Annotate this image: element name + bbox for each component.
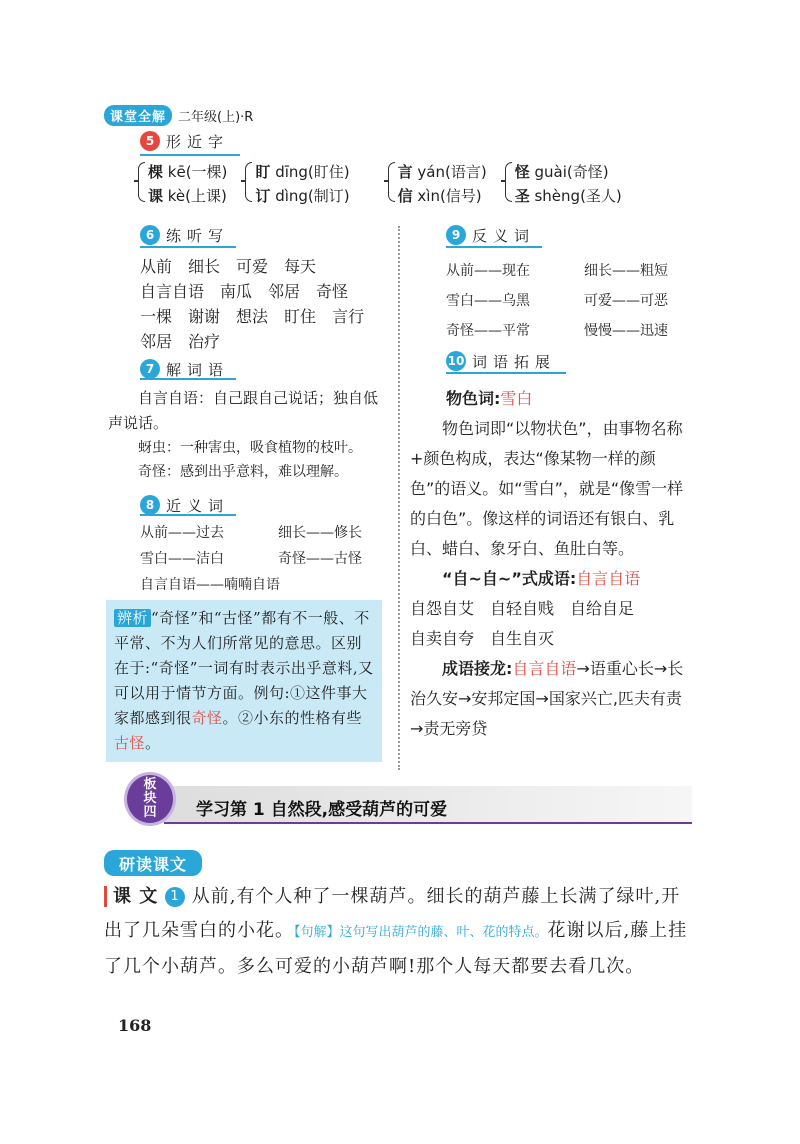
block-title: 学习第 1 自然段,感受葫芦的可爱 xyxy=(196,800,448,820)
antonyms-list: 从前——现在 细长——粗短 雪白——乌黑 可爱——可恶 奇怪——平常 慢慢——迅速 xyxy=(446,263,668,339)
dictation-words: 从前 细长 可爱 每天 自言自语 南瓜 邻居 奇怪 一棵 谢谢 想法 盯住 言行 邻居 治疗 xyxy=(140,257,365,351)
section-9-title xyxy=(446,222,535,248)
section-underline xyxy=(140,154,240,156)
definition-item: 蚜虫：一种害虫，吸食植物的枝叶。 xyxy=(138,440,362,456)
section-label: 形近字 xyxy=(166,132,230,151)
note-tag: 辨析 xyxy=(114,609,151,627)
section-label: 词语拓展 xyxy=(472,352,557,371)
analysis-note: 辨析 “奇怪”和“古怪”都有不一般、不平常、不为人们所常见的意思。区别在于:“奇怪”一词有时表示出乎意料,又可以用于情节方面。例句:①这件事大家都感到很奇怪。②小东的性格有些古怪。 xyxy=(106,600,382,762)
text-label: 课 文 xyxy=(104,886,158,907)
section-underline xyxy=(446,372,566,374)
char-pair: 怪 guài(奇怪) 圣 shèng(圣人) xyxy=(505,160,622,208)
section-6-title xyxy=(140,222,229,248)
section-number: 5 xyxy=(140,131,160,151)
section-label: 近义词 xyxy=(166,496,230,515)
section-number: 8 xyxy=(140,495,160,515)
synonyms-list: 从前——过去 细长——修长 雪白——洁白 奇怪——古怪 自言自语——喃喃自语 xyxy=(140,525,362,593)
similar-chars-list xyxy=(138,160,640,208)
definition-item: 奇怪：感到出乎意料，难以理解。 xyxy=(138,464,348,480)
page-header xyxy=(104,104,253,126)
brace-icon xyxy=(245,162,252,202)
section-label: 解词语 xyxy=(166,360,230,379)
brace-icon xyxy=(388,162,395,202)
section-underline xyxy=(140,378,236,380)
section-label: 练听写 xyxy=(166,226,230,245)
column-divider xyxy=(398,226,400,770)
section-number: 6 xyxy=(140,225,160,245)
section-5-title xyxy=(140,128,229,154)
char-pair: 盯 dīng(盯住) 订 dìng(制订) xyxy=(245,160,349,208)
word-extension: 物色词:雪白 物色词即“以物状色”，由事物名称+颜色构成，表达“像某物一样的颜色”的语义。如“雪白”，就是“像雪一样的白色”。像这样的词语还有银白、乳白、蜡白、象牙白、鱼肚白等。 “自~自~”式成语:自言自语 自怨自艾 自轻自贱 自给自足 自卖自夸 自生自灭 成语接龙:自言自语→语重心长→长治久安→安邦定国→国家兴亡,匹夫有责→责无旁贷 xyxy=(410,389,684,738)
book-badge: 课堂全解 xyxy=(104,105,172,126)
section-number: 7 xyxy=(140,359,160,379)
grade-label: 二年级(上)·R xyxy=(178,109,254,125)
brace-icon xyxy=(505,162,512,202)
section-underline xyxy=(140,514,236,516)
section-number: 10 xyxy=(446,351,466,371)
brace-icon xyxy=(138,162,145,202)
section-number: 9 xyxy=(446,225,466,245)
definitions xyxy=(108,386,390,484)
section-underline xyxy=(446,246,542,248)
char-pair: 棵 kē(一棵) 课 kè(上课) xyxy=(138,160,227,208)
lesson-text: 课 文 1 从前,有个人种了一棵葫芦。细长的葫芦藤上长满了绿叶,开出了几朵雪白的小花。【句解】这句写出葫芦的藤、叶、花的特点。花谢以后,藤上挂了几个小葫芦。多么可爱的小葫芦啊!那个人每天都要去看几次。 xyxy=(104,886,688,977)
section-10-title xyxy=(446,348,556,374)
page-number: 168 xyxy=(118,1016,152,1035)
section-underline xyxy=(140,246,236,248)
char-pair: 言 yán(语言) 信 xìn(信号) xyxy=(388,160,487,208)
sentence-note: 【句解】这句写出葫芦的藤、叶、花的特点。 xyxy=(294,925,548,940)
block-four-banner xyxy=(104,777,692,830)
study-text-tag: 研读课文 xyxy=(104,850,202,876)
definition-item: 自言自语：自己跟自己说话；独自低声说话。 xyxy=(108,389,379,432)
paragraph-number: 1 xyxy=(165,887,185,907)
block-badge: 板 块 四 xyxy=(124,772,176,826)
section-label: 反义词 xyxy=(472,226,536,245)
